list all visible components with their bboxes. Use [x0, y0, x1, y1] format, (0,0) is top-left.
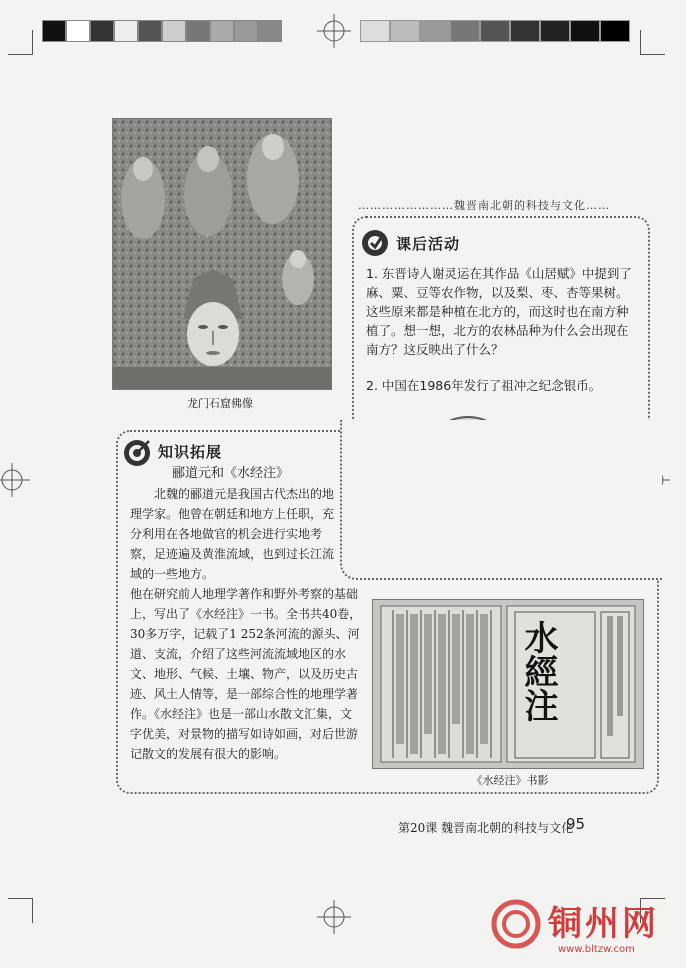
calibration-bar-left	[42, 20, 282, 42]
photo-caption-longmen: 龙门石窟佛像	[187, 397, 253, 410]
activity-section-icon	[360, 228, 390, 258]
crop-mark	[8, 30, 33, 55]
knowledge-subtitle: 郦道元和《水经注》	[172, 466, 290, 481]
shuijingzhu-book-image	[372, 599, 644, 769]
activity-title: 课后活动	[396, 235, 461, 253]
knowledge-box-cutout	[340, 420, 662, 580]
activity-question-2: 2. 中国在1986年发行了祖冲之纪念银币。	[366, 378, 602, 393]
longmen-grottoes-photo	[112, 118, 332, 390]
running-header: ……………………魏晋南北朝的科技与文化……	[358, 199, 610, 212]
knowledge-title: 知识拓展	[158, 443, 223, 461]
watermark-name: 铜州网	[548, 904, 659, 944]
activity-question-1: 1. 东晋诗人谢灵运在其作品《山居赋》中提到了麻、粟、豆等农作物，以及梨、枣、杏等果树。这些原来都是种植在北方的，而这时也在南方种植了。想一想，北方的农林品种为什么会出现在南方？这反映出了什么？	[366, 266, 632, 357]
crop-mark	[8, 898, 33, 923]
page-number: 95	[566, 815, 586, 833]
book-cover-title: 水經注	[518, 620, 558, 722]
knowledge-section-icon	[122, 438, 152, 468]
registration-mark-left	[0, 463, 30, 497]
registration-mark-bottom	[317, 900, 351, 934]
registration-mark-top	[317, 14, 351, 48]
calibration-bar-right	[360, 20, 630, 42]
knowledge-paragraph-part1: 北魏的郦道元是我国古代杰出的地理学家。他曾在朝廷和地方上任职，充分利用在各地做官的机会进行实地考察，足迹遍及黄淮流域，也到过长江流域的一些地方。	[130, 487, 335, 581]
footer-lesson-title: 第20课 魏晋南北朝的科技与文化	[398, 821, 574, 835]
knowledge-paragraph-part2: 他在研究前人地理学著作和野外考察的基础上，写出了《水经注》一书。全书共40卷，30多万字，记载了1 252条河流的源头、河道、支流，介绍了这些河流流域地区的水文、地形、气候、土壤、物产，以及历史古迹、风土人情等，是一部综合性的地理学著作。《水经注》也是一部山水散文汇集，文字优美，对景物的描写如诗如画，对后世游记散文的发展有很大的影响。	[130, 587, 362, 761]
crop-mark	[640, 30, 665, 55]
book-caption: 《水经注》书影	[471, 774, 549, 787]
watermark-url: www.bltzw.com	[558, 944, 635, 955]
